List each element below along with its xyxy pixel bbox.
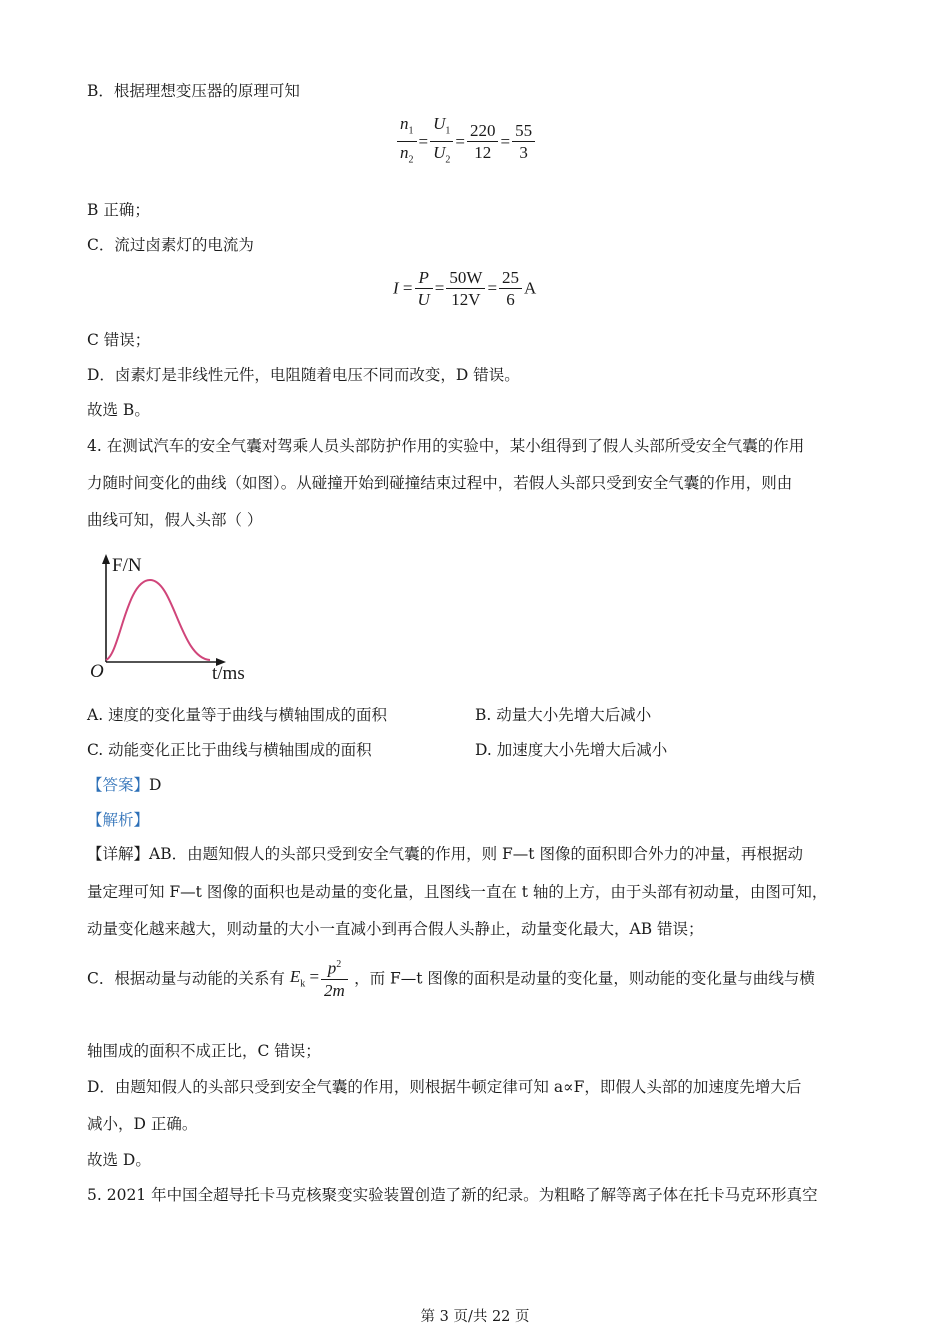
force-time-svg bbox=[88, 550, 268, 685]
y-axis-label: F/N bbox=[112, 555, 142, 576]
force-time-graph bbox=[88, 550, 268, 685]
x-axis-label: t/ms bbox=[212, 663, 245, 684]
c2-prefix: C．根据动量与动能的关系有 bbox=[87, 969, 285, 988]
choose-d: 故选 D。 bbox=[87, 1151, 151, 1169]
d-line: D．卤素灯是非线性元件，电阻随着电压不同而改变，D 错误。 bbox=[87, 366, 520, 384]
fraction-50w-12v: $\frac{50W}{12V}$ bbox=[446, 268, 485, 311]
fraction-220-12: $\frac{220}{12}$ bbox=[467, 121, 499, 164]
option-d: D. 加速度大小先增大后减小 bbox=[475, 741, 668, 759]
force-curve bbox=[106, 580, 210, 660]
c2-line bbox=[87, 955, 815, 1002]
formula-ek: $E_k$ = $\frac{p^2}{2m}$ bbox=[290, 967, 354, 986]
answer-value: D bbox=[149, 776, 162, 794]
formula-c: I = $\frac{P}{U}$ = $\frac{50W}{12V}$ = $\frac{25}{6}$ A bbox=[393, 268, 537, 309]
option-c: C. 动能变化正比于曲线与横轴围成的面积 bbox=[87, 741, 372, 759]
d2-line-2: 减小，D 正确。 bbox=[87, 1115, 198, 1133]
b-intro: B．根据理想变压器的原理可知 bbox=[87, 82, 300, 100]
q5-line-1: 5. 2021 年中国全超导托卡马克核聚变实验装置创造了新的纪录。为粗略了解等离子体在托卡马克环形真空 bbox=[87, 1186, 818, 1204]
option-b: B. 动量大小先增大后减小 bbox=[475, 706, 652, 724]
detail-line-2: 量定理可知 F—t 图像的面积也是动量的变化量，且图线一直在 t 轴的上方，由于头部有初动量，由图可知， bbox=[87, 883, 828, 901]
analysis-label: 【解析】 bbox=[87, 811, 150, 829]
c2-line-2: 轴围成的面积不成正比，C 错误； bbox=[87, 1042, 321, 1060]
detail-line-1: 【详解】AB．由题知假人的头部只受到安全气囊的作用，则 F—t 图像的面积即合外力的冲量，再根据动 bbox=[87, 845, 803, 863]
q4-line-2: 力随时间变化的曲线（如图）。从碰撞开始到碰撞结束过程中，若假人头部只受到安全气囊的作用，则由 bbox=[87, 474, 793, 492]
detail-label: 【详解】 bbox=[87, 845, 150, 863]
c-result: C 错误； bbox=[87, 331, 151, 349]
answer-label: 【答案】 bbox=[87, 776, 150, 794]
choose-b: 故选 B。 bbox=[87, 401, 150, 419]
d2-line-1: D．由题知假人的头部只受到安全气囊的作用，则根据牛顿定律可知 a∝F，即假人头部的加速度先增大后 bbox=[87, 1078, 802, 1096]
c2-suffix: ，而 F—t 图像的面积是动量的变化量，则动能的变化量与曲线与横 bbox=[354, 969, 815, 988]
fraction-p-u: $\frac{P}{U}$ bbox=[415, 268, 433, 311]
fraction-25-6: $\frac{25}{6}$ bbox=[499, 268, 522, 311]
fraction-u1-u2: $\frac{U_1}{U_2}$ bbox=[430, 114, 453, 172]
c-intro: C．流过卤素灯的电流为 bbox=[87, 236, 254, 254]
q4-line-3: 曲线可知，假人头部（ ） bbox=[87, 511, 263, 529]
formula-b: $\frac{n_1}{n_2}$ = $\frac{U_1}{U_2}$ = $\frac{220}{12}$ = $\frac{55}{3}$ bbox=[395, 114, 537, 172]
b-result: B 正确； bbox=[87, 201, 150, 219]
option-a: A. 速度的变化量等于曲线与横轴围成的面积 bbox=[87, 706, 388, 724]
answer-row bbox=[87, 774, 161, 796]
q4-line-1: 4. 在测试汽车的安全气囊对驾乘人员头部防护作用的实验中，某小组得到了假人头部所受安全气囊的作用 bbox=[87, 437, 805, 455]
y-axis-arrow bbox=[102, 554, 110, 564]
fraction-55-3: $\frac{55}{3}$ bbox=[512, 121, 535, 164]
detail-line-3: 动量变化越来越大，则动量的大小一直减小到再合假人头静止，动量变化最大，AB 错误； bbox=[87, 920, 704, 938]
fraction-n1-n2: $\frac{n_1}{n_2}$ bbox=[397, 114, 417, 172]
page-footer: 第 3 页/共 22 页 bbox=[420, 1309, 530, 1325]
origin-label: O bbox=[90, 661, 104, 682]
